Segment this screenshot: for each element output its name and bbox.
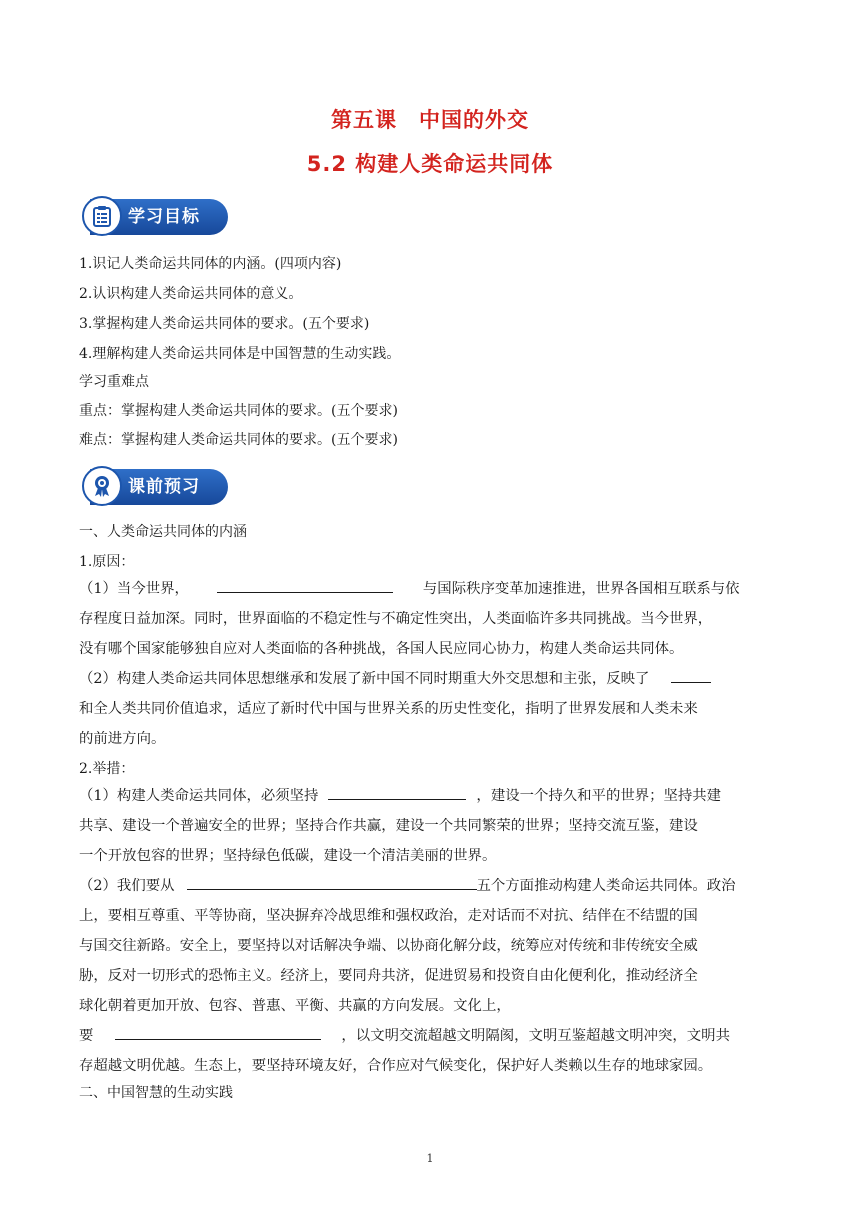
key-points-heading: 学习重难点 (79, 374, 149, 390)
text-segment: ，建设一个持久和平的世界；坚持共建 (476, 788, 722, 804)
text-line: 与国交往新路。安全上，要坚持以对话解决争端、以协商化解分歧，统筹应对传统和非传统安全威 (79, 938, 698, 954)
key-point-important: 重点：掌握构建人类命运共同体的要求。(五个要求) (79, 403, 398, 419)
section-title: 5.2 构建人类命运共同体 (306, 152, 554, 176)
subheading: 1.原因： (79, 554, 135, 570)
banner-label: 学习目标 (128, 207, 200, 227)
preview-banner (82, 466, 228, 508)
ribbon-badge-icon (82, 466, 122, 506)
objective-item: 4.理解构建人类命运共同体是中国智慧的生动实践。 (79, 346, 401, 362)
fill-in-blank[interactable] (671, 665, 711, 683)
clipboard-icon (82, 196, 122, 236)
banner-label: 课前预习 (128, 477, 200, 497)
objective-item: 3.掌握构建人类命运共同体的要求。(五个要求) (79, 316, 370, 332)
fill-in-blank[interactable] (328, 782, 466, 800)
text-line: 和全人类共同价值追求，适应了新时代中国与世界关系的历史性变化，指明了世界发展和人类未来 (79, 701, 698, 717)
fill-in-blank[interactable] (217, 575, 393, 593)
lesson-title: 第五课 中国的外交 (331, 108, 529, 132)
fill-in-blank[interactable] (115, 1022, 321, 1040)
text-line: 上，要相互尊重、平等协商，坚决摒弃冷战思维和强权政治，走对话而不对抗、结伴在不结盟的国 (79, 908, 698, 924)
text-line: 的前进方向。 (79, 731, 166, 747)
text-segment: 要 (79, 1028, 94, 1044)
objective-item: 1.识记人类命运共同体的内涵。(四项内容) (79, 256, 342, 272)
measure-paragraph-1 (79, 781, 782, 871)
text-segment: 五个方面推动构建人类命运共同体。政治 (476, 878, 736, 894)
text-segment: （1）当今世界， (79, 581, 189, 597)
text-line: 存超越文明优越。生态上，要坚持环境友好，合作应对气候变化，保护好人类赖以生存的地球家园。 (79, 1058, 713, 1074)
section-heading: 二、中国智慧的生动实践 (79, 1085, 233, 1101)
objective-item: 2.认识构建人类命运共同体的意义。 (79, 286, 303, 302)
measure-paragraph-2 (79, 871, 782, 1081)
text-line: 存程度日益加深。同时，世界面临的不稳定性与不确定性突出，人类面临许多共同挑战。当今世界， (79, 611, 713, 627)
text-line: 胁，反对一切形式的恐怖主义。经济上，要同舟共济，促进贸易和投资自由化便利化，推动经济全 (79, 968, 698, 984)
text-line: 没有哪个国家能够独自应对人类面临的各种挑战，各国人民应同心协力，构建人类命运共同体。 (79, 641, 684, 657)
section-heading: 一、人类命运共同体的内涵 (79, 524, 247, 540)
text-segment: ，以文明交流超越文明隔阂，文明互鉴超越文明冲突，文明共 (341, 1028, 730, 1044)
key-point-difficult: 难点：掌握构建人类命运共同体的要求。(五个要求) (79, 432, 398, 448)
text-segment: （1）构建人类命运共同体，必须坚持 (79, 788, 319, 804)
objectives-banner (82, 196, 228, 238)
text-segment: 与国际秩序变革加速推进，世界各国相互联系与依 (422, 581, 740, 597)
text-line: 共享、建设一个普遍安全的世界；坚持合作共赢，建设一个共同繁荣的世界；坚持交流互鉴，建设 (79, 818, 698, 834)
text-segment: （2）我们要从 (79, 878, 175, 894)
fill-in-blank[interactable] (187, 872, 477, 890)
text-line: 一个开放包容的世界；坚持绿色低碳，建设一个清洁美丽的世界。 (79, 848, 497, 864)
subheading: 2.举措： (79, 761, 135, 777)
reason-paragraph-1 (79, 574, 782, 664)
text-line: 球化朝着更加开放、包容、普惠、平衡、共赢的方向发展。文化上， (79, 998, 511, 1014)
reason-paragraph-2 (79, 664, 782, 754)
page-number: 1 (426, 1152, 434, 1165)
text-segment: （2）构建人类命运共同体思想继承和发展了新中国不同时期重大外交思想和主张，反映了 (79, 671, 650, 687)
